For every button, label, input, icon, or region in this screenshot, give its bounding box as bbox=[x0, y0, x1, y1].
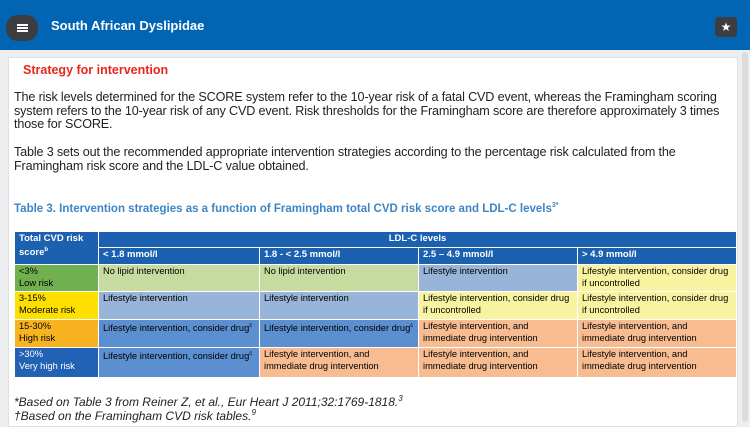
table-title-sup: 3* bbox=[551, 202, 559, 209]
risk-label: Low risk bbox=[19, 277, 54, 288]
section-heading: Strategy for intervention bbox=[23, 63, 169, 77]
risk-label: Moderate risk bbox=[19, 304, 76, 315]
risk-pct: 15-30% bbox=[19, 321, 52, 331]
risk-label: High risk bbox=[19, 332, 56, 343]
drug-sup: c bbox=[410, 323, 414, 329]
risk-header bbox=[15, 232, 99, 265]
table-cell: Lifestyle intervention, and immediate drug intervention bbox=[578, 320, 737, 348]
table-cell: No lipid intervention bbox=[99, 265, 260, 292]
hamburger-icon bbox=[17, 24, 28, 32]
table-row bbox=[15, 348, 737, 378]
paragraph-2: Table 3 sets out the recommended appropriate intervention strategies according to the percentage risk calculated from the Framingham risk score and the LDL-C value obtained. bbox=[14, 145, 676, 173]
risk-cell bbox=[15, 348, 99, 378]
table-cell: Lifestyle intervention, consider drug if uncontrolled bbox=[419, 292, 578, 320]
risk-cell bbox=[15, 265, 99, 292]
favorite-button[interactable] bbox=[715, 17, 737, 37]
menu-button[interactable] bbox=[6, 15, 38, 41]
table-cell: No lipid intervention bbox=[260, 265, 419, 292]
risk-header-sup: b bbox=[44, 246, 49, 253]
risk-cell bbox=[15, 292, 99, 320]
ldl-header: LDL-C levels bbox=[99, 232, 737, 248]
column-header: 2.5 – 4.9 mmol/l bbox=[419, 248, 578, 265]
footnote-text: †Based on the Framingham CVD risk tables. bbox=[14, 409, 252, 423]
table-row bbox=[15, 265, 737, 292]
table-row bbox=[15, 320, 737, 348]
star-icon: ★ bbox=[720, 20, 732, 34]
table-cell bbox=[99, 320, 260, 348]
footnote-2 bbox=[14, 408, 256, 423]
table-title-text: Table 3. Intervention strategies as a function of Framingham total CVD risk score and LDL-C levels bbox=[14, 202, 552, 215]
app-header bbox=[0, 0, 750, 50]
table-row bbox=[15, 292, 737, 320]
table-cell: Lifestyle intervention, and immediate drug intervention bbox=[260, 348, 419, 378]
risk-pct: 3-15% bbox=[19, 293, 46, 303]
risk-label: Very high risk bbox=[19, 360, 75, 371]
table-cell: Lifestyle intervention bbox=[419, 265, 578, 292]
column-header: > 4.9 mmol/l bbox=[578, 248, 737, 265]
footnote-sup: 9 bbox=[251, 408, 256, 417]
scrollbar[interactable] bbox=[742, 52, 748, 422]
footnote-text: *Based on Table 3 from Reiner Z, et al., Eur Heart J 2011;32:1769-1818. bbox=[14, 395, 399, 409]
column-header: < 1.8 mmol/l bbox=[99, 248, 260, 265]
cell-text: Lifestyle intervention, consider drug bbox=[264, 323, 411, 334]
table-cell: Lifestyle intervention, and immediate drug intervention bbox=[419, 320, 578, 348]
app-title: South African Dyslipidae bbox=[51, 18, 205, 33]
table-cell bbox=[99, 348, 260, 378]
risk-cell bbox=[15, 320, 99, 348]
table-cell: Lifestyle intervention, consider drug if uncontrolled bbox=[578, 265, 737, 292]
column-header: 1.8 - < 2.5 mmol/l bbox=[260, 248, 419, 265]
table-cell: Lifestyle intervention bbox=[260, 292, 419, 320]
cell-text: Lifestyle intervention, consider drug bbox=[103, 351, 250, 362]
table-cell: Lifestyle intervention, and immediate drug intervention bbox=[419, 348, 578, 378]
intervention-table bbox=[14, 231, 737, 378]
table-cell: Lifestyle intervention, and immediate drug intervention bbox=[578, 348, 737, 378]
risk-header-text: Total CVD risk score bbox=[19, 233, 84, 258]
cell-text: Lifestyle intervention, consider drug bbox=[103, 323, 250, 334]
table-cell: Lifestyle intervention, consider drug if uncontrolled bbox=[578, 292, 737, 320]
footnote-1 bbox=[14, 394, 403, 409]
footnote-sup: 3 bbox=[398, 394, 403, 403]
risk-pct: <3% bbox=[19, 266, 38, 276]
drug-sup: c bbox=[249, 351, 253, 357]
risk-pct: >30% bbox=[19, 349, 44, 359]
table-cell bbox=[260, 320, 419, 348]
table-title bbox=[14, 202, 558, 215]
drug-sup: c bbox=[249, 323, 253, 329]
paragraph-1: The risk levels determined for the SCORE system refer to the 10-year risk of a fatal CVD event, whereas the Framingham scoring system refers to the 10-year risk of any CVD event. Risk thresholds for the Framingham score are therefore approximately 3 times those for SCORE. bbox=[14, 90, 720, 131]
table-cell: Lifestyle intervention bbox=[99, 292, 260, 320]
